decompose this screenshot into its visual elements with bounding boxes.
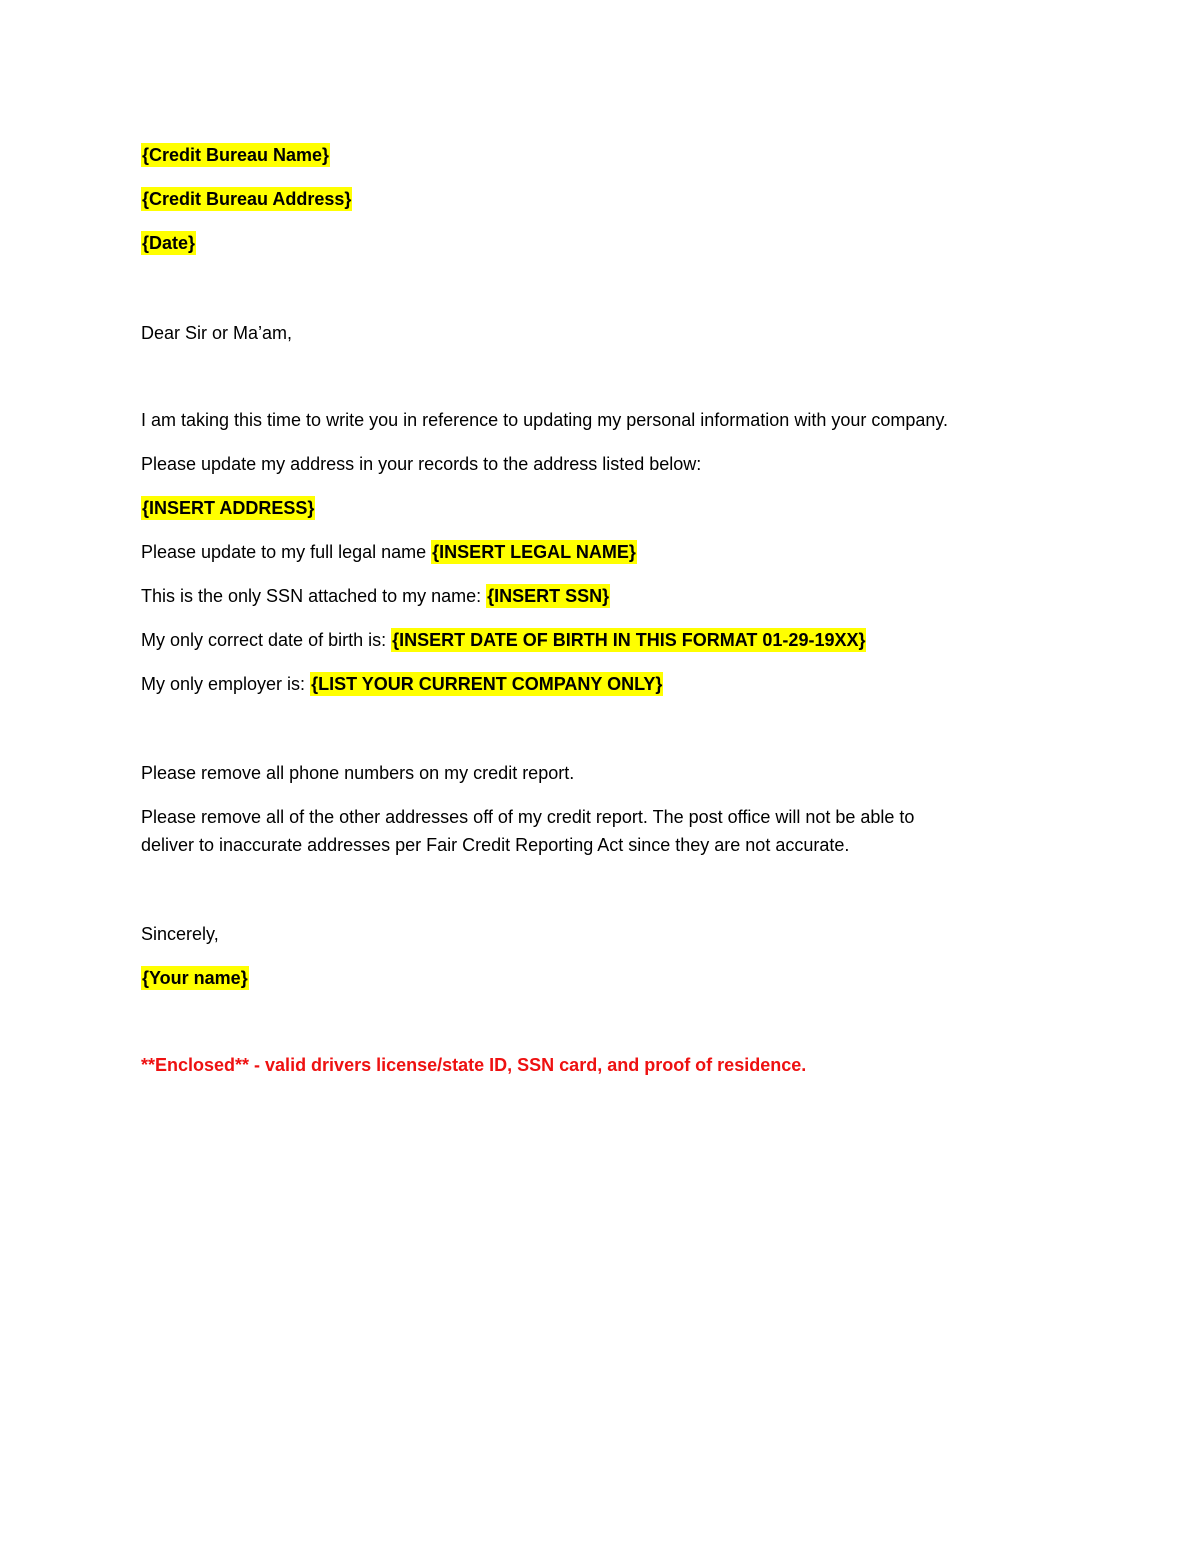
- ssn-line: [141, 582, 610, 610]
- bureau-name-placeholder: {Credit Bureau Name}: [142, 145, 330, 165]
- enclosure-note: **Enclosed** - valid drivers license/state ID, SSN card, and proof of residence.: [141, 1055, 807, 1075]
- signature-line: [141, 964, 249, 992]
- date-line: [141, 229, 196, 257]
- employer-label: My only employer is:: [141, 674, 311, 694]
- bureau-address-line: [141, 185, 352, 213]
- bureau-address-placeholder: {Credit Bureau Address}: [142, 189, 352, 209]
- address-removal-request-line-1: Please remove all of the other addresses off of my credit report. The post office will not be able to: [141, 807, 915, 827]
- address-request: Please update my address in your records to the address listed below:: [141, 454, 702, 474]
- employer-line: [141, 670, 663, 698]
- dob-line: [141, 626, 866, 654]
- employer-placeholder: {LIST YOUR CURRENT COMPANY ONLY}: [311, 674, 663, 694]
- ssn-placeholder: {INSERT SSN}: [487, 586, 610, 606]
- ssn-label: This is the only SSN attached to my name:: [141, 586, 487, 606]
- dob-placeholder: {INSERT DATE OF BIRTH IN THIS FORMAT 01-29-19XX}: [392, 630, 866, 650]
- address-line: [141, 494, 315, 522]
- address-placeholder: {INSERT ADDRESS}: [142, 498, 315, 518]
- salutation: Dear Sir or Ma’am,: [141, 323, 293, 343]
- legal-name-line: [141, 538, 637, 566]
- closing: Sincerely,: [141, 924, 219, 944]
- bureau-name-line: [141, 141, 330, 169]
- dob-label: My only correct date of birth is:: [141, 630, 392, 650]
- address-removal-request-line-2: deliver to inaccurate addresses per Fair Credit Reporting Act since they are not accurate.: [141, 835, 850, 855]
- legal-name-placeholder: {INSERT LEGAL NAME}: [432, 542, 636, 562]
- phone-removal-request: Please remove all phone numbers on my credit report.: [141, 763, 575, 783]
- signature-placeholder: {Your name}: [142, 968, 248, 988]
- date-placeholder: {Date}: [142, 233, 196, 253]
- intro-paragraph: I am taking this time to write you in reference to updating my personal information with your company.: [141, 410, 949, 430]
- legal-name-label: Please update to my full legal name: [141, 542, 432, 562]
